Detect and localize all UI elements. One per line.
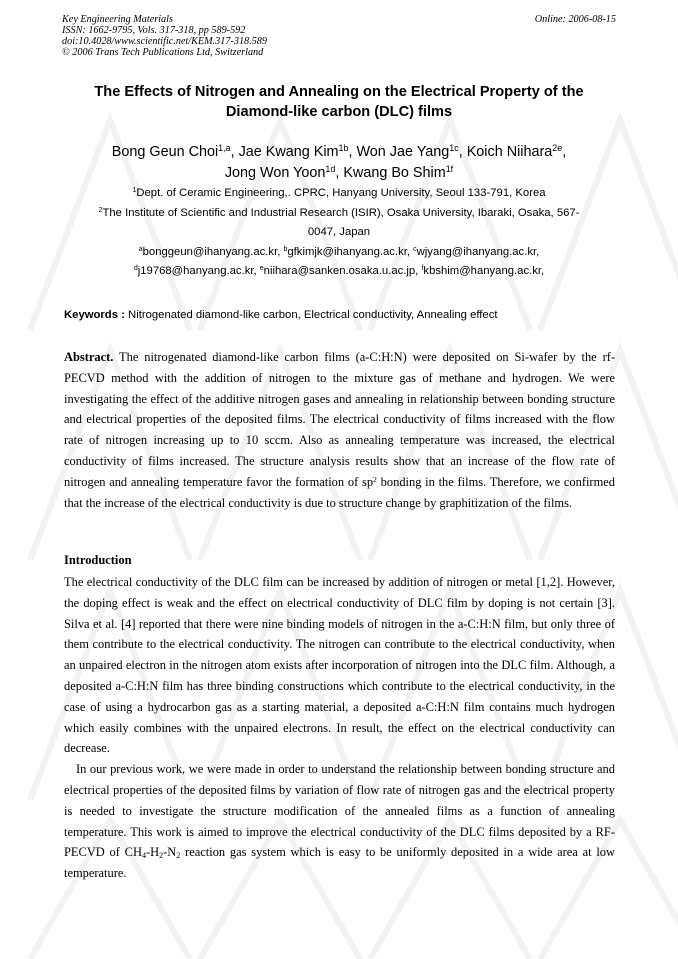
affiliations: [62, 184, 616, 282]
affiliation-2: $^2$The Institute of Scientific and Industrial Research (ISIR), Osaka University, Ibaraki, Osaka, 567-: [98, 206, 580, 219]
keywords-label: Keywords :: [64, 309, 125, 321]
email-link[interactable]: gfkimjk@ihanyang.ac.kr,: [287, 245, 414, 258]
email-line-1: $^a$bonggeun@ihanyang.ac.kr, $^b$gfkimjk@ihanyang.ac.kr, $^c$wjyang@ihanyang.ac.kr,: [138, 245, 540, 258]
introduction-heading: Introduction: [64, 553, 132, 567]
page-header: [62, 14, 616, 58]
doi-line: doi:10.4028/www.scientific.net/KEM.317-318.589: [62, 36, 267, 47]
email-link[interactable]: wjyang@ihanyang.ac.kr,: [416, 245, 540, 258]
online-date: Online: 2006-08-15: [534, 14, 616, 25]
affiliation-1: $^1$Dept. of Ceramic Engineering,. CPRC, Hanyang University, Seoul 133-791, Korea: [132, 187, 546, 199]
paper-title: The Effects of Nitrogen and Annealing on the Electrical Property of the Diamond-like carbon (DLC) films: [94, 84, 584, 120]
paragraph: The electrical conductivity of the DLC film can be increased by addition of nitrogen or metal [1,2]. However, the doping effect is weak and the effect on electrical conductivity of DLC film by doping is not certain [3]. Silva et al. [4] reported that there were nine binding models of nitrogen in the a-C:H:N film, but only three of them contribute to the electrical conductivity. The nitrogen can contribute to the electrical conductivity, when an unpaired electron in the nitrogen atom exists after incorporation of nitrogen into the DLC film. Although, a deposited a-C:H:N film has three binding constructions which contribute to the electrical conductivity, in the case of using a hydrocarbon gas as a starting material, a deposited a-C:H:N film contains much hydrogen which easily combines with the unpaired electrons. In result, the effect on the electrical conductivity can decrease.: [64, 575, 615, 756]
email-link[interactable]: niihara@sanken.osaka.u.ac.jp,: [263, 265, 422, 277]
author: Won Jae Yang$^{1c}$,: [356, 143, 467, 160]
email-link[interactable]: bonggeun@ihanyang.ac.kr,: [142, 245, 284, 258]
author: Bong Geun Choi$^{1,a}$,: [111, 143, 239, 160]
issn-line: ISSN: 1662-9795, Vols. 317-318, pp 589-592: [62, 25, 246, 36]
author: Koich Niihara$^{2e}$,: [466, 143, 567, 160]
abstract: Abstract. The nitrogenated diamond-like carbon films (a-C:H:N) were deposited on Si-wafer by the rf-PECVD method with the addition of nitrogen to the mixture gas of methane and hydrogen. We were investigating the effect of the additive nitrogen gases and annealing in relationship between bonding structure and electrical properties of the deposited films. The electrical conductivity of films increased with the flow rate of nitrogen increasing up to 10 sccm. Also as annealing temperature was increased, the electrical conductivity of films increased. The structure analysis results show that an increase of the flow rate of nitrogen and annealing temperature favor the formation of $sp^2$ bonding in the films. Therefore, we confirmed that the increase of the electrical conductivity is due to structure change by graphitization of the films.: [64, 350, 615, 510]
keywords-text: Nitrogenated diamond-like carbon, Electrical conductivity, Annealing effect: [124, 309, 498, 321]
author-list: [62, 142, 616, 184]
publication-info: [62, 14, 616, 58]
affiliation-2-continued: 0047, Japan: [307, 226, 371, 238]
author: Kwang Bo Shim$^{1f}$: [343, 164, 454, 181]
email-link[interactable]: kbshim@hanyang.ac.kr,: [423, 265, 545, 277]
introduction-body: [64, 572, 615, 884]
author: Jae Kwang Kim$^{1b}$,: [238, 143, 357, 160]
keywords: [64, 309, 616, 321]
journal-name: Key Engineering Materials: [62, 14, 173, 25]
email-link[interactable]: j19768@hanyang.ac.kr,: [137, 265, 260, 277]
abstract-label: Abstract.: [64, 350, 114, 364]
author: Jong Won Yoon$^{1d}$,: [224, 164, 344, 181]
paragraph: In our previous work, we were made in order to understand the relationship between bonding structure and electrical properties of the deposited films by variation of flow rate of nitrogen gas and the electrical property is needed to investigate the structure modification of the annealed films as a function of annealing temperature. This work is aimed to improve the electrical conductivity of the DLC films deposited by a RF-PECVD of $CH_4-H_2-N_2$ reaction gas system which is easy to be uniformly deposited in a wide area at low temperature.: [64, 762, 615, 881]
email-line-2: $^d$j19768@hanyang.ac.kr, $^e$niihara@sanken.osaka.u.ac.jp, $^f$kbshim@hanyang.ac.kr,: [133, 265, 545, 277]
copyright-line: © 2006 Trans Tech Publications Ltd, Switzerland: [62, 47, 264, 58]
